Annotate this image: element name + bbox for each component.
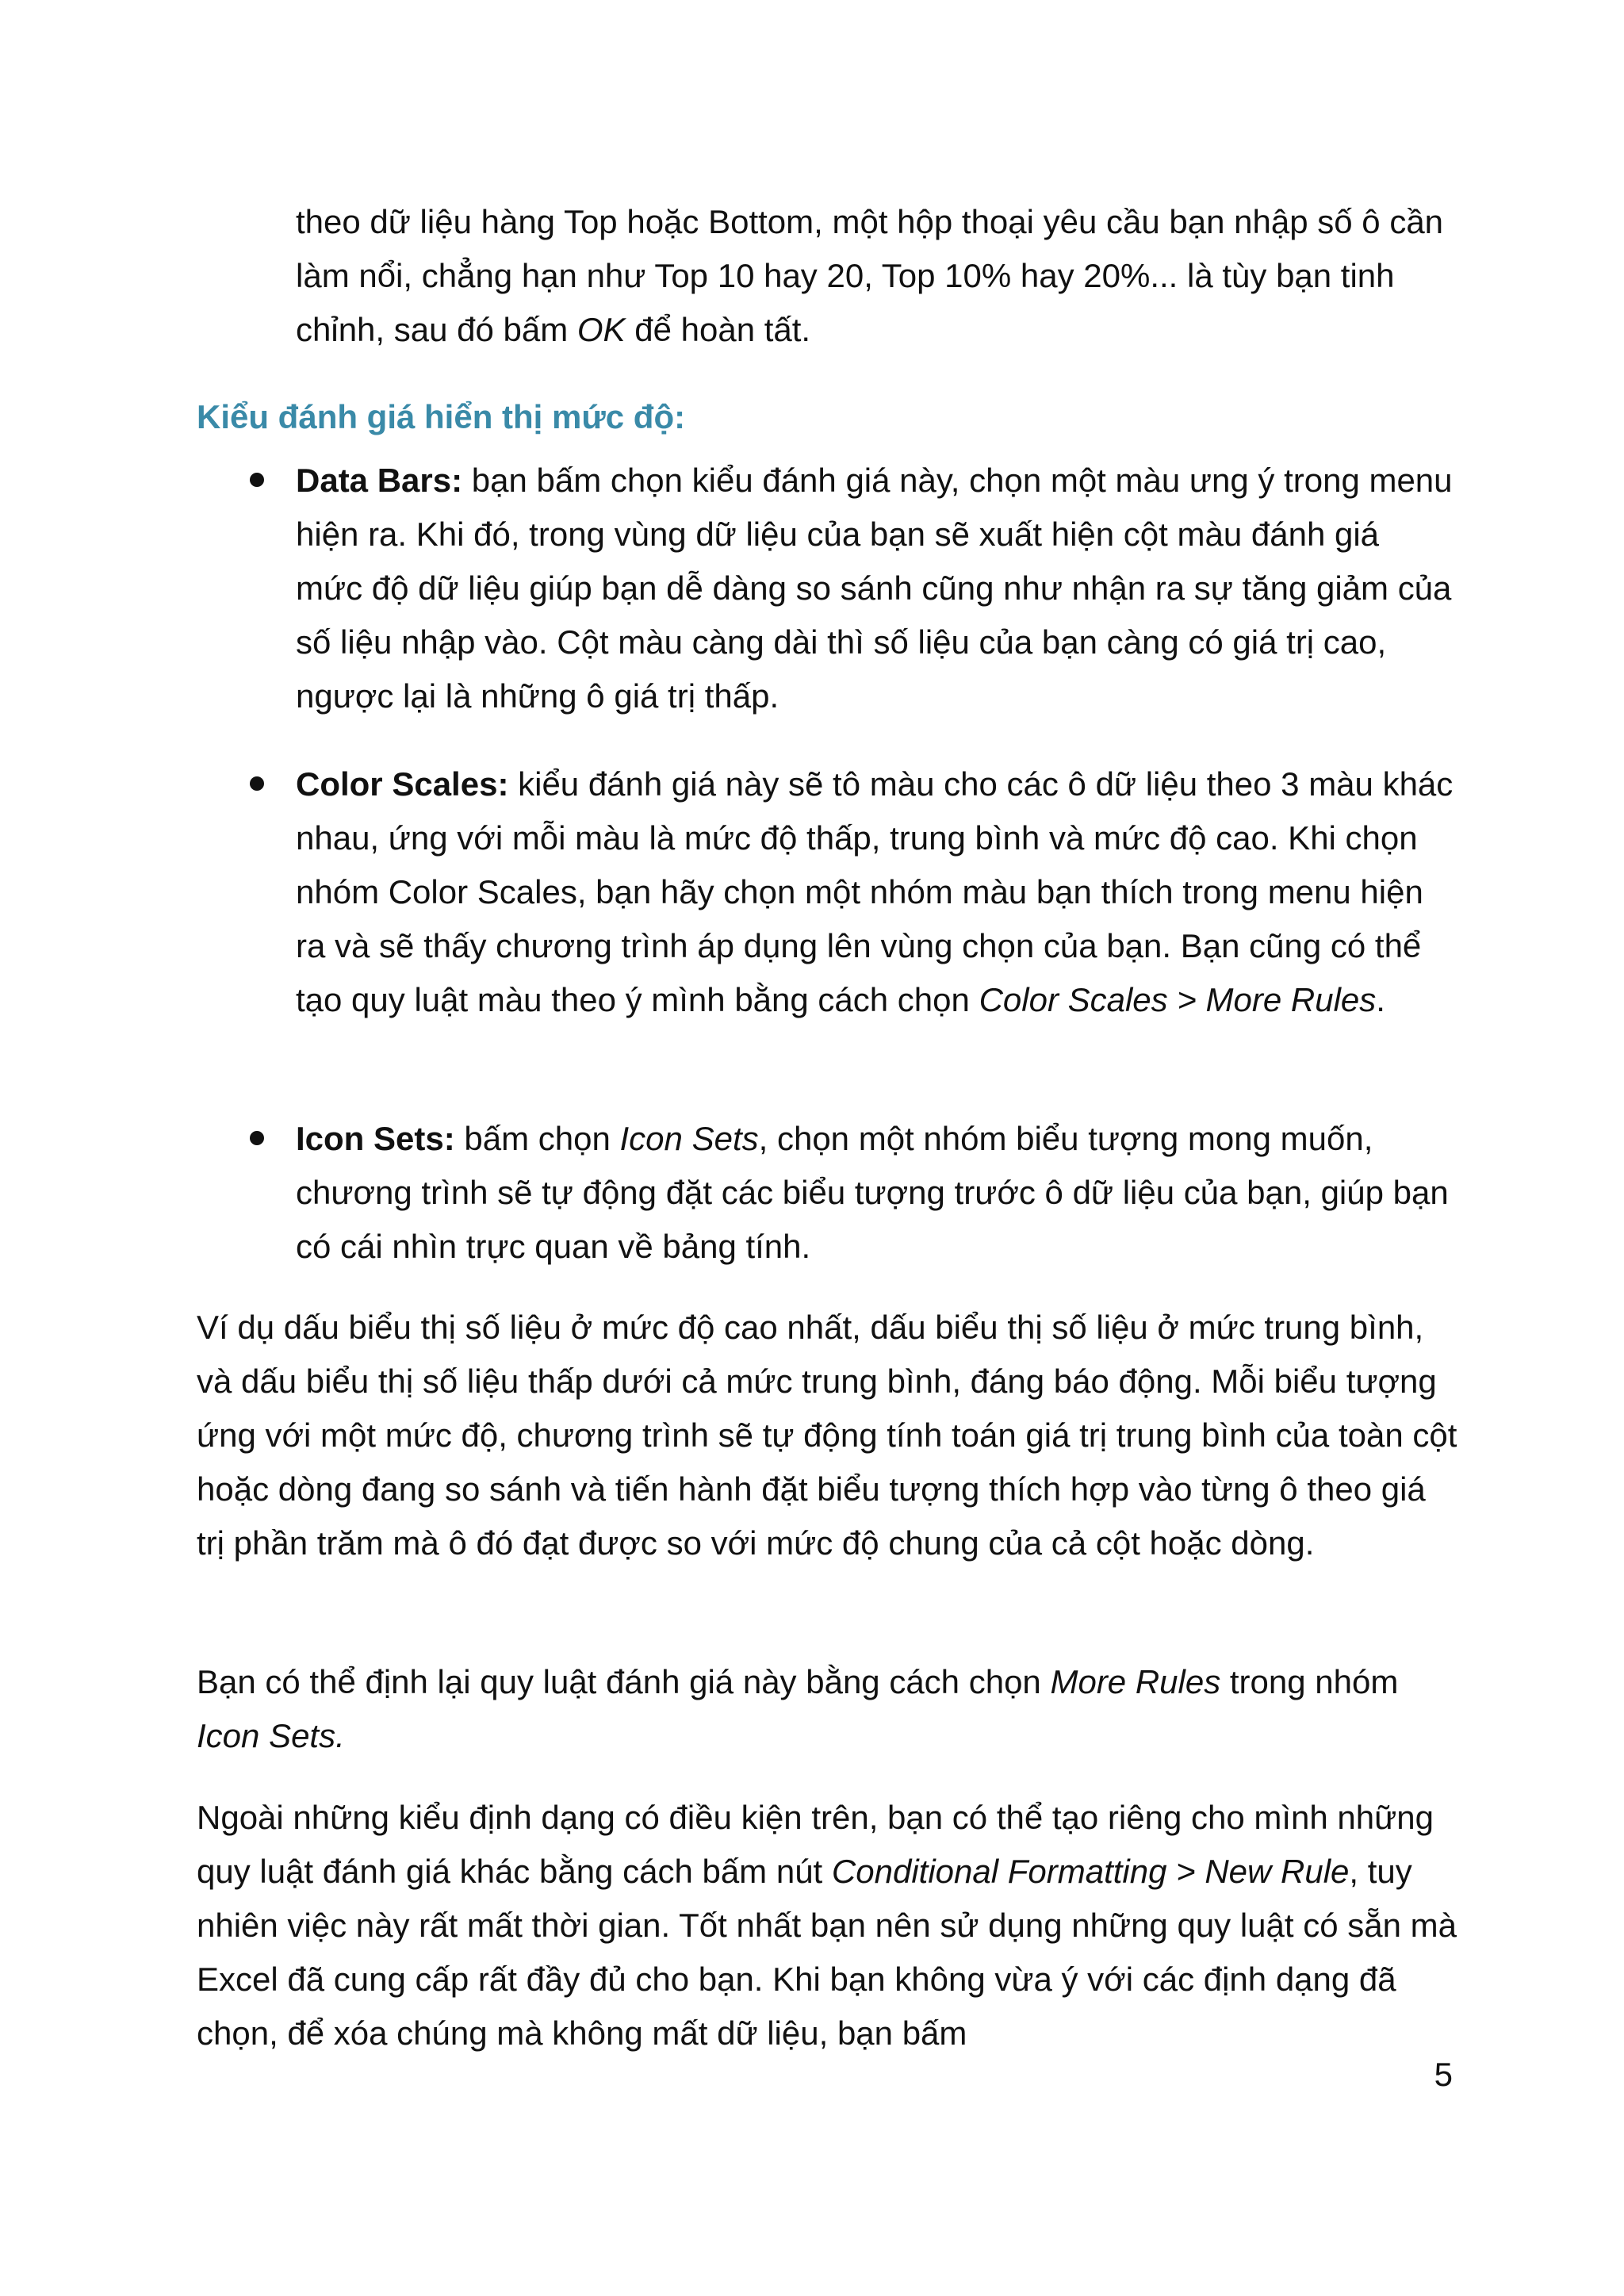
para2-italic-icon-sets: Icon Sets. — [197, 1717, 345, 1754]
intro-text: theo dữ liệu hàng Top hoặc Bottom, một hộp thoại yêu cầu bạn nhập số ô cần làm nổi, chẳng hạn như Top 10 hay 20, Top 10% hay 20%... là tùy bạn tinh chỉnh, sau đó bấm — [296, 203, 1444, 348]
bullet-data-bars — [296, 454, 1454, 723]
para2-italic-more-rules: More Rules — [1050, 1663, 1221, 1700]
bullet-term: Data Bars: — [296, 462, 463, 499]
bullet-italic: Color Scales > More Rules — [979, 981, 1377, 1018]
bullet-color-scales — [296, 757, 1454, 1027]
bullet-text: bấm chọn — [454, 1120, 620, 1157]
section-heading: Kiểu đánh giá hiển thị mức độ: — [197, 398, 686, 435]
paragraph-more-rules — [197, 1655, 1457, 1763]
bullet-term: Icon Sets: — [296, 1120, 455, 1157]
paragraph-example: Ví dụ dấu biểu thị số liệu ở mức độ cao nhất, dấu biểu thị số liệu ở mức trung bình, và dấu biểu thị số liệu thấp dưới cả mức trung bình, đáng báo động. Mỗi biểu tượng ứng với một mức độ, chương trình sẽ tự động tính toán giá trị trung bình của toàn cột hoặc dòng đang so sánh và tiến hành đặt biểu tượng thích hợp vào từng ô theo giá trị phần trăm mà ô đó đạt được so với mức độ chung của cả cột hoặc dòng. — [197, 1309, 1457, 1562]
bullet-text: bạn bấm chọn kiểu đánh giá này, chọn một màu ưng ý trong menu hiện ra. Khi đó, trong vùng dữ liệu của bạn sẽ xuất hiện cột màu đánh giá mức độ dữ liệu giúp bạn dễ dàng so sánh cũng như nhận ra sự tăng giảm của số liệu nhập vào. Cột màu càng dài thì số liệu của bạn càng có giá trị cao, ngược lại là những ô giá trị thấp. — [296, 462, 1453, 715]
para3-tail: , tuy nhiên việc này rất mất thời gian. Tốt nhất bạn nên sử dụng những quy luật có sẵn mà Excel đã cung cấp rất đầy đủ cho bạn. Khi bạn không vừa ý với các định dạng đã chọn, để xóa chúng mà không mất dữ liệu, bạn bấm — [197, 1853, 1457, 2052]
intro-paragraph — [296, 195, 1454, 357]
bullet-dot-icon — [250, 776, 264, 791]
bullet-text: kiểu đánh giá này sẽ tô màu cho các ô dữ liệu theo 3 màu khác nhau, ứng với mỗi màu là mức độ thấp, trung bình và mức độ cao. Khi chọn nhóm Color Scales, bạn hãy chọn một nhóm màu bạn thích trong menu hiện ra và sẽ thấy chương trình áp dụng lên vùng chọn của bạn. Bạn cũng có thể tạo quy luật màu theo ý mình bằng cách chọn — [296, 765, 1454, 1018]
bullet-italic: Icon Sets — [619, 1120, 759, 1157]
paragraph-new-rule — [197, 1791, 1457, 2060]
bullet-tail: . — [1376, 981, 1385, 1018]
intro-tail: để hoàn tất. — [625, 311, 811, 348]
para3-italic: Conditional Formatting > New Rule — [831, 1853, 1350, 1890]
para2-mid: trong nhóm — [1220, 1663, 1399, 1700]
intro-ok: OK — [576, 311, 626, 348]
bullet-dot-icon — [250, 1131, 264, 1145]
bullet-dot-icon — [250, 473, 264, 487]
bullet-tail: , chọn một nhóm biểu tượng mong muốn, chương trình sẽ tự động đặt các biểu tượng trước ô dữ liệu của bạn, giúp bạn có cái nhìn trực quan về bảng tính. — [296, 1120, 1449, 1265]
bullet-icon-sets — [296, 1112, 1454, 1274]
para3-text: Ngoài những kiểu định dạng có điều kiện trên, bạn có thể tạo riêng cho mình những quy luật đánh giá khác bằng cách bấm nút — [197, 1799, 1434, 1890]
page-number: 5 — [1434, 2056, 1453, 2093]
bullet-term: Color Scales: — [296, 765, 509, 803]
para2-text: Bạn có thể định lại quy luật đánh giá này bằng cách chọn — [197, 1663, 1051, 1700]
